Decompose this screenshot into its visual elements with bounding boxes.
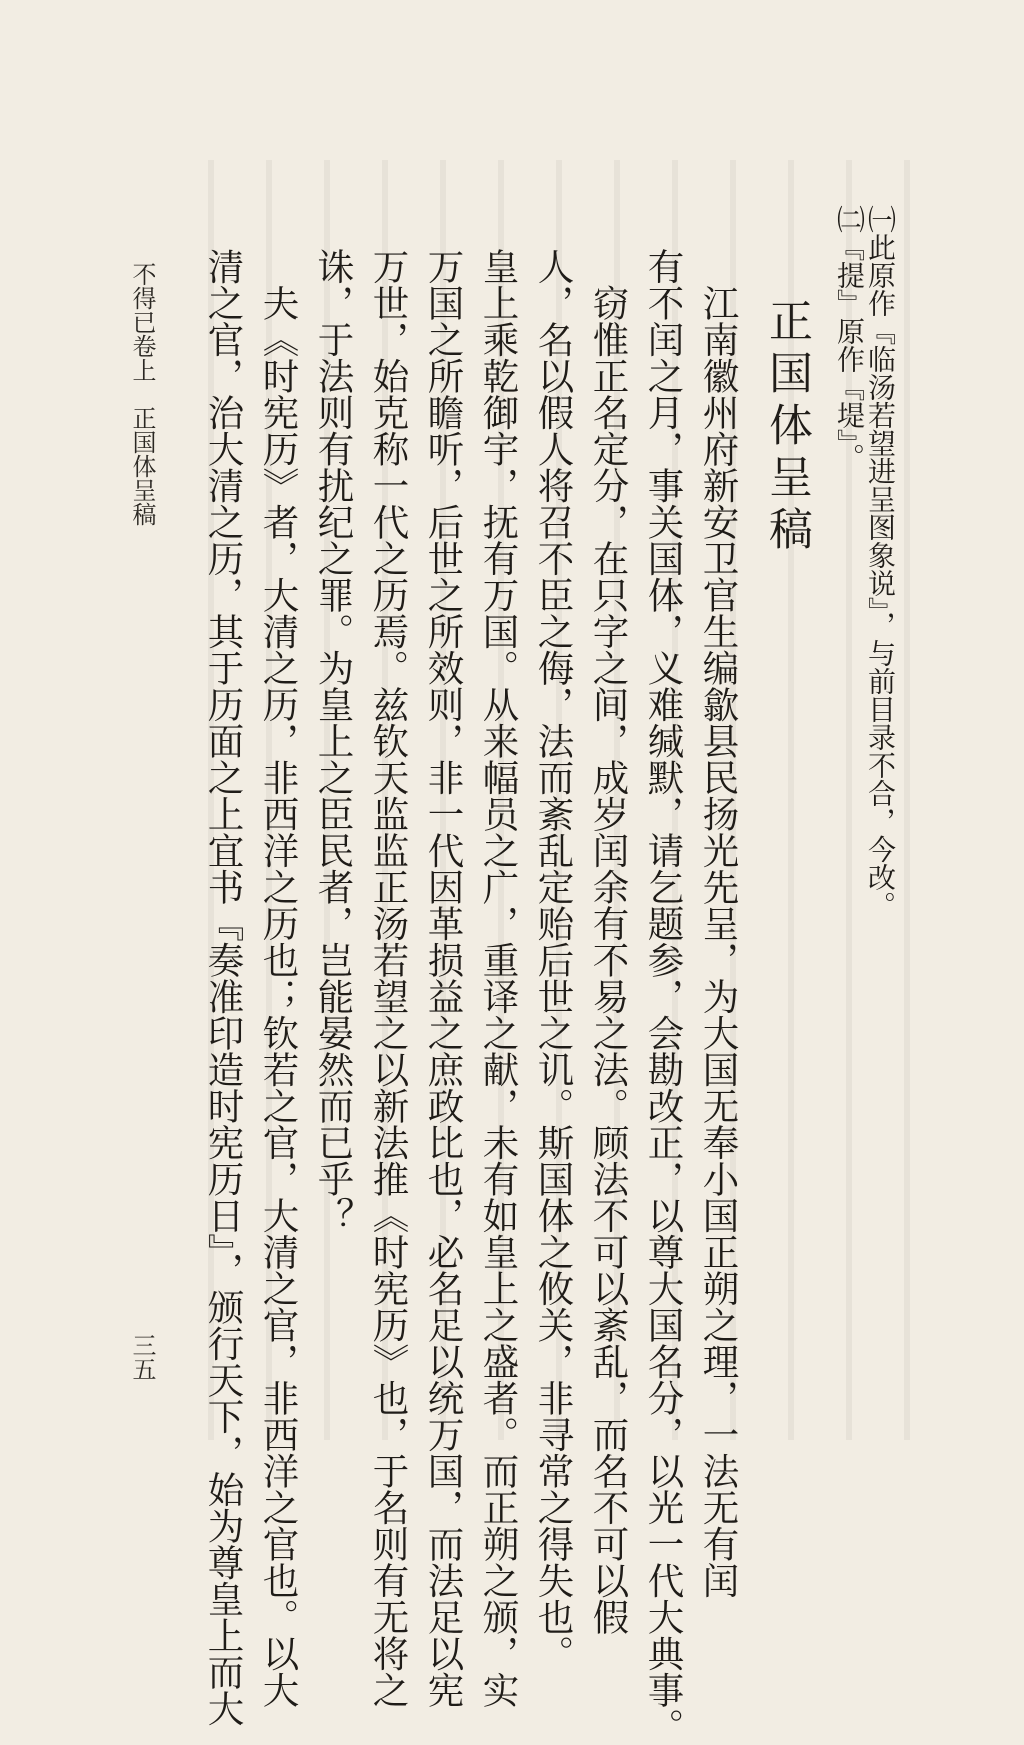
body-column-3: 窃惟正名定分，在只字之间，成岁闰余有不易之法。顾法不可以紊乱，而名不可以假 [587,248,630,1635]
footnote-2: ㈡『提』原作『堤』。 [833,205,866,471]
body-column-1: 江南徽州府新安卫官生编歙县民扬光先呈，为大国无奉小国正朔之理，一法无有闰 [697,248,740,1599]
body-column-4: 人，名以假人将召不臣之侮，法而紊乱定贻后世之讥。斯国体之攸关，非寻常之得失也。 [532,248,575,1672]
running-header: 不得已卷上 正国体呈稿 [128,262,156,526]
page-number: 三五 [128,1333,156,1381]
body-column-10: 清之官，治大清之历，其于历面之上宜书『奏准印造时宪历日』，颁行天下，始为尊皇上而大 [202,248,245,1727]
body-column-5: 皇上乘乾御宇，抚有万国。从来幅员之广，重译之献，未有如皇上之盛者。而正朔之颁，实 [477,248,520,1708]
footnote-1: ㈠此原作『临汤若望进呈图象说』，与前目录不合，今改。 [864,205,897,919]
body-column-8: 诛，于法则有扰纪之罪。为皇上之臣民者，岂能晏然而已乎？ [312,248,355,1234]
body-column-6: 万国之所瞻听，后世之所效则，非一代因革损益之庶政比也，必名足以统万国，而法足以宪 [422,248,465,1708]
body-column-2: 有不闰之月，事关国体，义难缄默，请乞题参，会勘改正，以尊大国名分，以光一代大典事。 [642,248,685,1745]
section-title: 正国体呈稿 [761,298,812,558]
body-column-9: 夫《时宪历》者，大清之历，非西洋之历也；钦若之官，大清之官，非西洋之官也。以大 [257,248,300,1708]
body-column-7: 万世，始克称一代之历焉。兹钦天监监正汤若望之以新法推《时宪历》也，于名则有无将之 [367,248,410,1708]
